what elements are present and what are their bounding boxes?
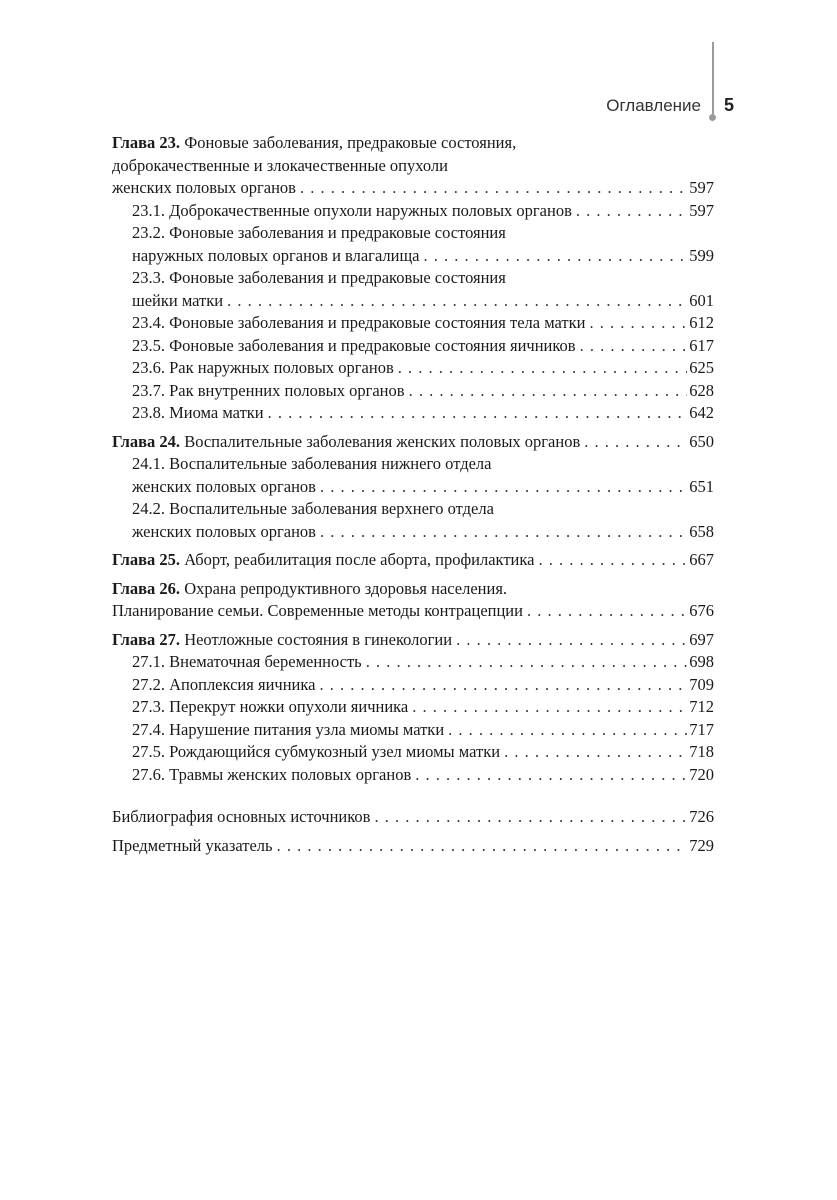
- chapter-label: Глава 26.: [112, 578, 181, 598]
- dot-leader: [227, 290, 687, 313]
- page-number: 5: [724, 95, 735, 115]
- toc-page-number: 617: [689, 335, 714, 355]
- toc-line: [112, 132, 714, 155]
- toc-text: Воспалительные заболевания женских половых органов: [184, 431, 581, 451]
- table-of-contents: [112, 132, 714, 857]
- toc-line: [112, 200, 714, 223]
- toc-line: [112, 549, 714, 572]
- toc-line: [112, 222, 714, 245]
- toc-page-number: 628: [689, 380, 714, 400]
- toc-page-number: 650: [689, 431, 714, 451]
- toc-line: [112, 245, 714, 268]
- toc-text: Неотложные состояния в гинекологии: [184, 629, 453, 649]
- toc-page-number: 720: [689, 764, 714, 784]
- dot-leader: [584, 431, 687, 454]
- toc-section: [112, 222, 714, 267]
- toc-text: 24.1. Воспалительные заболевания нижнего отдела: [132, 454, 492, 473]
- toc-line: [112, 402, 714, 425]
- toc-page-number: 698: [689, 652, 714, 671]
- toc-text: 23.7. Рак внутренних половых органов: [132, 380, 405, 400]
- dot-leader: [320, 476, 687, 499]
- toc-text: 27.3. Перекрут ножки опухоли яичника: [132, 697, 409, 716]
- dot-leader: [424, 245, 688, 268]
- dot-leader: [300, 177, 687, 200]
- dot-leader: [456, 629, 687, 652]
- toc-line: [112, 696, 714, 719]
- toc-section: [112, 498, 714, 543]
- dot-leader: [320, 521, 687, 544]
- toc-line: [112, 380, 714, 403]
- toc-line: [112, 719, 714, 742]
- toc-page-number: 651: [689, 476, 714, 496]
- dot-leader: [504, 741, 687, 764]
- toc-line: [112, 290, 714, 313]
- toc-line: [112, 155, 714, 178]
- toc-text: 27.4. Нарушение питания узла миомы матки: [132, 719, 445, 739]
- toc-page-number: 625: [689, 358, 714, 377]
- toc-page-number: 717: [689, 719, 714, 739]
- toc-text: 27.1. Внематочная беременность: [132, 652, 362, 671]
- dot-leader: [398, 357, 688, 380]
- toc-section: [112, 312, 714, 335]
- toc-line: [112, 835, 714, 858]
- toc-page-number: 658: [689, 521, 714, 541]
- chapter-label: Глава 25.: [112, 550, 181, 569]
- toc-line: [112, 357, 714, 380]
- toc-section: [112, 651, 714, 674]
- toc-text: Охрана репродуктивного здоровья населения.: [184, 578, 508, 598]
- toc-text: 23.1. Доброкачественные опухоли наружных половых органов: [132, 200, 572, 220]
- header-dot: [709, 114, 716, 121]
- toc-text: 24.2. Воспалительные заболевания верхнего отдела: [132, 499, 494, 518]
- dot-leader: [576, 200, 687, 223]
- chapter-label: Глава 24.: [112, 431, 181, 451]
- toc-line: [112, 741, 714, 764]
- toc-text: 23.6. Рак наружных половых органов: [132, 358, 394, 377]
- dot-leader: [277, 835, 688, 858]
- toc-page-number: 676: [689, 601, 714, 620]
- toc-chapter: [112, 549, 714, 572]
- chapter-label: Глава 23.: [112, 133, 181, 152]
- toc-page-number: 642: [689, 403, 714, 422]
- dot-leader: [527, 600, 687, 623]
- toc-text: женских половых органов: [132, 476, 316, 496]
- toc-text: шейки матки: [132, 290, 224, 310]
- dot-leader: [580, 335, 688, 358]
- dot-leader: [268, 402, 688, 425]
- toc-text: Предметный указатель: [112, 835, 273, 855]
- toc-line: [112, 267, 714, 290]
- toc-section: [112, 696, 714, 719]
- toc-line: [112, 600, 714, 623]
- dot-leader: [319, 674, 687, 697]
- toc-page-number: 729: [689, 835, 714, 855]
- toc-section: [112, 200, 714, 223]
- running-header: [0, 92, 837, 122]
- toc-section: [112, 674, 714, 697]
- toc-page-number: 597: [689, 178, 714, 197]
- dot-leader: [448, 719, 687, 742]
- toc-page-number: 601: [689, 290, 714, 310]
- toc-text: Библиография основных источников: [112, 807, 371, 826]
- toc-chapter: [112, 132, 714, 200]
- dot-leader: [538, 549, 687, 572]
- toc-line: [112, 674, 714, 697]
- toc-text: Фоновые заболевания, предраковые состояния,: [184, 133, 517, 152]
- toc-page-number: 697: [689, 629, 714, 649]
- toc-line: [112, 453, 714, 476]
- toc-page-number: 667: [689, 550, 714, 569]
- toc-text: 27.2. Апоплексия яичника: [132, 674, 316, 694]
- toc-chapter: [112, 629, 714, 652]
- dot-leader: [415, 764, 687, 787]
- section-title: Оглавление: [606, 96, 701, 115]
- toc-text: Аборт, реабилитация после аборта, профилактика: [184, 550, 535, 569]
- toc-text: 27.5. Рождающийся субмукозный узел миомы матки: [132, 742, 501, 761]
- toc-line: [112, 476, 714, 499]
- toc-text: женских половых органов: [132, 521, 316, 541]
- toc-page-number: 599: [689, 245, 714, 265]
- dot-leader: [589, 312, 687, 335]
- dot-leader: [409, 380, 688, 403]
- header-rule: [712, 42, 714, 114]
- dot-leader: [412, 696, 687, 719]
- dot-leader: [374, 806, 687, 829]
- toc-page-number: 712: [689, 697, 714, 716]
- toc-text: 23.4. Фоновые заболевания и предраковые состояния тела матки: [132, 313, 586, 332]
- toc-section: [112, 380, 714, 403]
- toc-section: [112, 357, 714, 380]
- toc-line: [112, 431, 714, 454]
- toc-section: [112, 741, 714, 764]
- toc-line: [112, 335, 714, 358]
- chapter-label: Глава 27.: [112, 629, 181, 649]
- toc-text: 23.8. Миома матки: [132, 403, 264, 422]
- toc-text: 27.6. Травмы женских половых органов: [132, 764, 412, 784]
- toc-text: доброкачественные и злокачественные опухоли: [112, 155, 448, 175]
- toc-chapter: [112, 431, 714, 454]
- toc-line: [112, 764, 714, 787]
- toc-page-number: 612: [689, 313, 714, 332]
- toc-section: [112, 335, 714, 358]
- toc-section: [112, 453, 714, 498]
- toc-text: наружных половых органов и влагалища: [132, 245, 420, 265]
- toc-text: женских половых органов: [112, 178, 296, 197]
- toc-section: [112, 719, 714, 742]
- dot-leader: [366, 651, 688, 674]
- toc-page-number: 597: [689, 200, 714, 220]
- toc-line: [112, 806, 714, 829]
- toc-section: [112, 402, 714, 425]
- toc-line: [112, 521, 714, 544]
- toc-line: [112, 578, 714, 601]
- toc-backmatter: [112, 835, 714, 858]
- toc-page-number: 726: [689, 807, 714, 826]
- toc-line: [112, 312, 714, 335]
- toc-line: [112, 177, 714, 200]
- toc-text: 23.2. Фоновые заболевания и предраковые состояния: [132, 223, 506, 242]
- toc-backmatter: [112, 806, 714, 829]
- toc-text: 23.3. Фоновые заболевания и предраковые состояния: [132, 268, 506, 287]
- toc-page-number: 709: [689, 674, 714, 694]
- toc-section: [112, 267, 714, 312]
- toc-section: [112, 764, 714, 787]
- toc-text: 23.5. Фоновые заболевания и предраковые состояния яичников: [132, 335, 576, 355]
- toc-line: [112, 498, 714, 521]
- toc-text: Планирование семьи. Современные методы контрацепции: [112, 601, 523, 620]
- toc-chapter: [112, 578, 714, 623]
- toc-page-number: 718: [689, 742, 714, 761]
- toc-line: [112, 651, 714, 674]
- toc-line: [112, 629, 714, 652]
